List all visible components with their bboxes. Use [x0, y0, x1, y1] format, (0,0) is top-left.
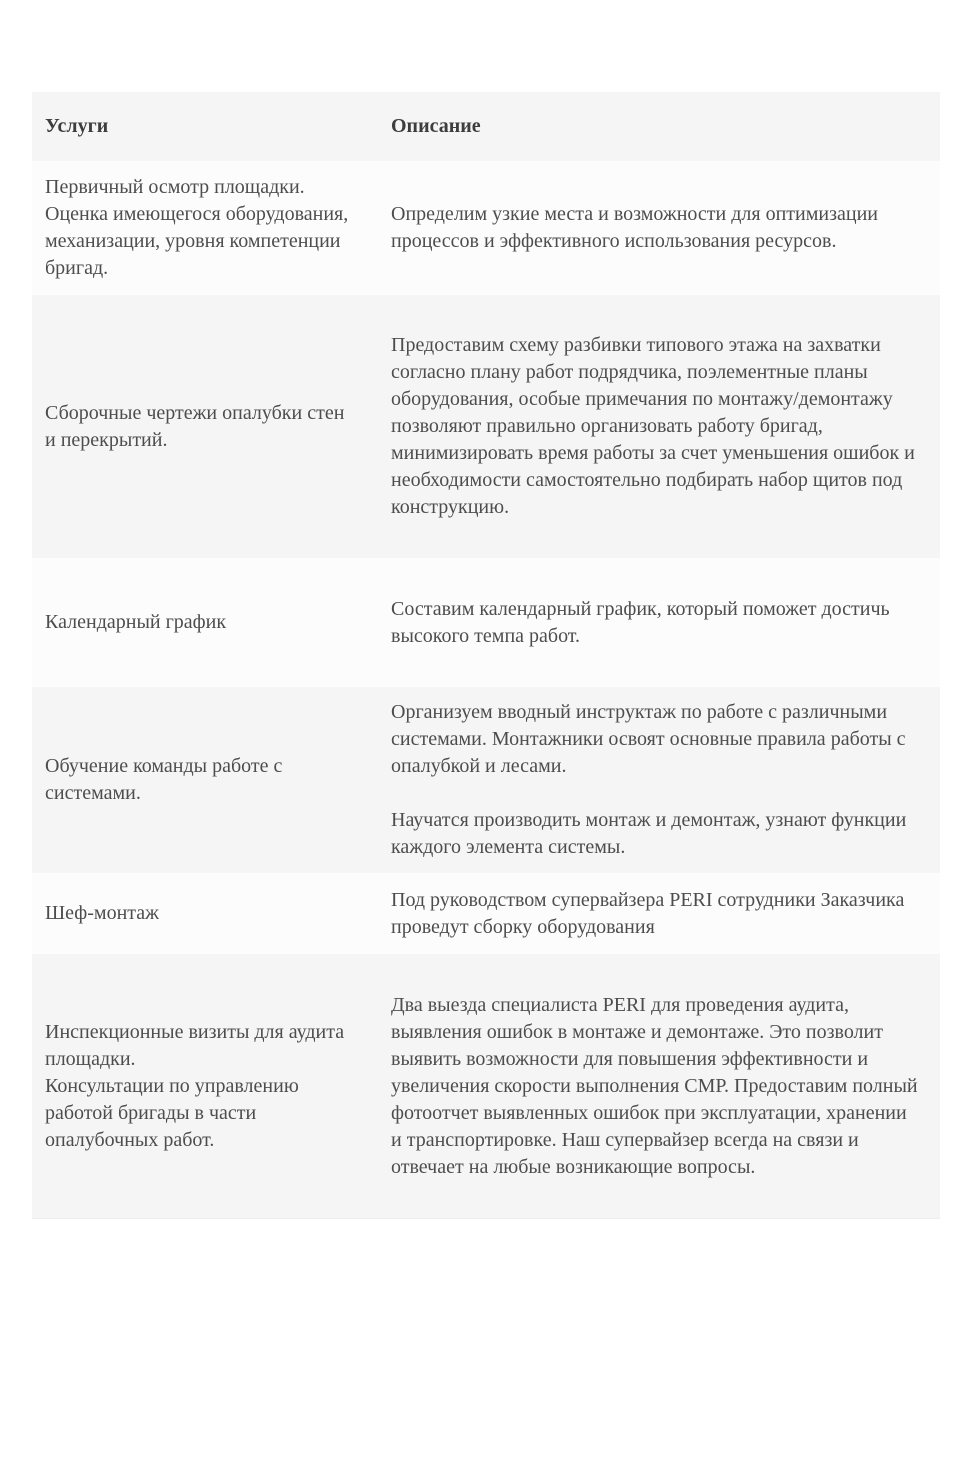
service-text: Оценка имеющегося оборудования, механизации, уровня компетенции бригад. — [45, 203, 349, 279]
service-text: Инспекционные визиты для аудита площадки. — [45, 1020, 345, 1070]
description-paragraph: Определим узкие места и возможности для оптимизации процессов и эффективного использования ресурсов. — [391, 203, 878, 252]
service-cell — [32, 161, 382, 295]
description-cell — [382, 687, 940, 873]
service-text: Календарный график — [45, 611, 227, 633]
table-header-row — [32, 92, 940, 161]
description-cell — [382, 558, 940, 687]
service-text: Обучение команды работе с системами. — [45, 755, 283, 804]
service-cell — [32, 954, 382, 1218]
service-text: Консультации по управлению работой бригады в части опалубочных работ. — [45, 1074, 299, 1151]
services-table — [32, 92, 940, 1219]
column-header-services: Услуги — [45, 115, 109, 137]
description-cell — [382, 161, 940, 295]
table-row — [32, 687, 940, 873]
service-text: Сборочные чертежи опалубки стен и перекрытий. — [45, 401, 345, 451]
description-paragraph: Два выезда специалиста PERI для проведения аудита, выявления ошибок в монтаже и демонтаже. Это позволит выявить возможности для повышения эффективности и увеличения скорости выполнения СМР. Предоставим полный фотоотчет выявленных ошибок при эксплуатации, хранении и транспортировке. Наш супервайзер всегда на связи и отвечает на любые возникающие вопросы. — [391, 993, 918, 1178]
description-paragraph: Научатся производить монтаж и демонтаж, узнают функции каждого элемента системы. — [391, 809, 907, 858]
description-paragraph: Составим календарный график, который поможет достичь высокого темпа работ. — [391, 597, 890, 647]
service-text: Первичный осмотр площадки. — [45, 176, 305, 198]
description-paragraph: Предоставим схему разбивки типового этажа на захватки согласно плану работ подрядчика, поэлементные планы оборудования, особые примечания по монтажу/демонтажу позволяют правильно организовать работу бригад, минимизировать время работы за счет уменьшения ошибок и необходимости самостоятельно подбирать набор щитов под конструкцию. — [391, 334, 915, 518]
description-paragraph: Под руководством супервайзера PERI сотрудники Заказчика проведут сборку оборудования — [391, 888, 905, 938]
description-cell — [382, 873, 940, 954]
table-row — [32, 558, 940, 687]
description-paragraph: Организуем вводный инструктаж по работе с различными системами. Монтажники освоят основные правила работы с опалубкой и лесами. — [391, 701, 906, 777]
column-header-description: Описание — [391, 115, 481, 137]
description-cell — [382, 954, 940, 1218]
service-cell — [32, 873, 382, 954]
service-cell — [32, 295, 382, 558]
table-body — [32, 161, 940, 1218]
description-cell — [382, 295, 940, 558]
service-cell — [32, 687, 382, 873]
table-row — [32, 161, 940, 295]
service-cell — [32, 558, 382, 687]
service-text: Шеф-монтаж — [45, 902, 159, 924]
table-row — [32, 954, 940, 1218]
table-row — [32, 295, 940, 558]
table-row — [32, 873, 940, 954]
